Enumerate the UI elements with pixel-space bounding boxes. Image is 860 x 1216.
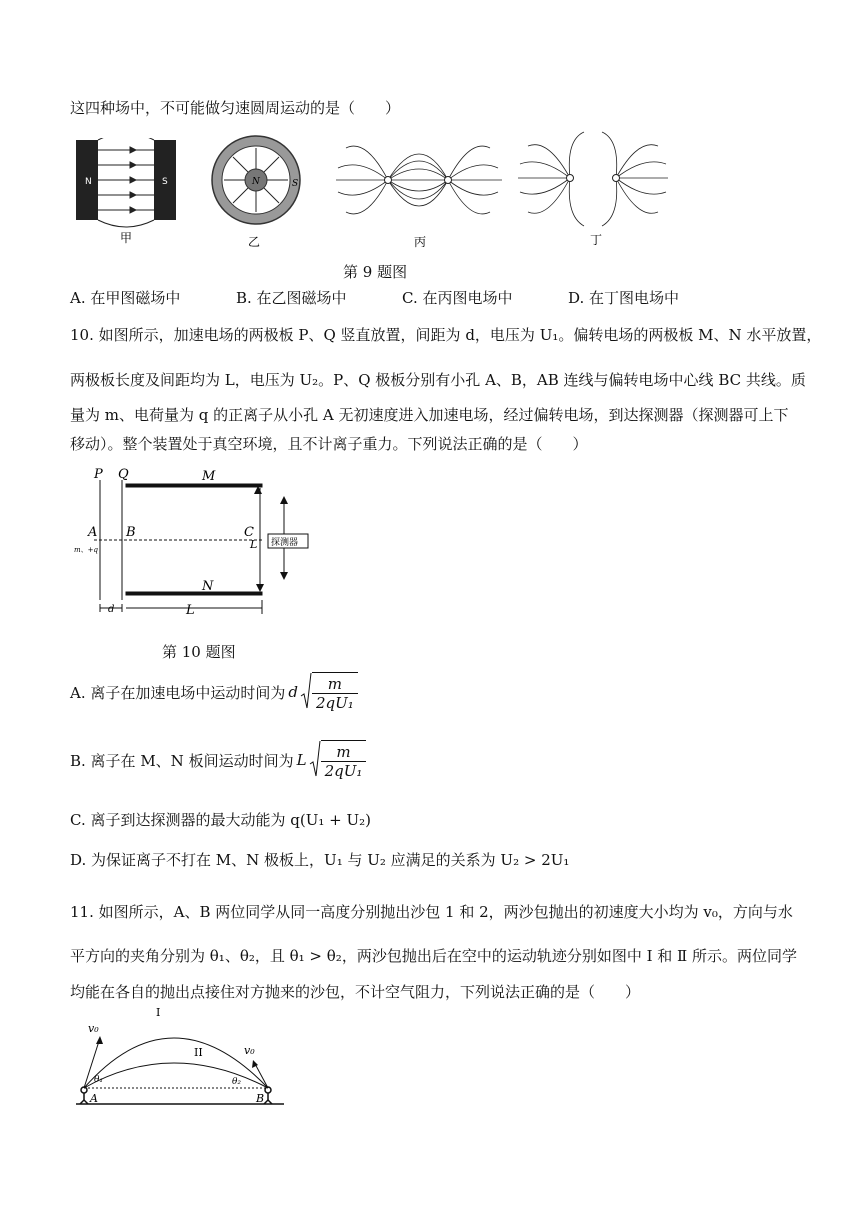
q10-option-c[interactable]: C. 离子到达探测器的最大动能为 q(U₁ + U₂) — [70, 811, 371, 829]
figure-yi — [208, 134, 308, 250]
sqrt-icon — [300, 672, 358, 712]
q10-option-a-frac-num: m — [327, 675, 342, 693]
yi-label: 乙 — [248, 235, 261, 249]
label-C: C — [244, 525, 254, 540]
label-II: II — [194, 1046, 203, 1059]
label-N: N — [202, 579, 214, 594]
q11-stem-line2: 平方向的夹角分别为 θ₁、θ₂，且 θ₁ > θ₂，两沙包抛出后在空中的运动轨迹分别如图中 Ⅰ 和 Ⅱ 所示。两位同学 — [70, 947, 798, 965]
q10-option-b-coef: L — [296, 751, 307, 769]
q11-stem-line3: 均能在各自的抛出点接住对方抛来的沙包，不计空气阻力，下列说法正确的是（ ） — [70, 983, 641, 1001]
figure-jia — [72, 138, 182, 248]
q10-caption: 第 10 题图 — [162, 643, 236, 661]
label-P: P — [94, 467, 103, 482]
q10-option-b-frac-den: 2qU₁ — [321, 761, 367, 780]
q10-option-b-text: B. 离子在 M、N 板间运动时间为 — [70, 751, 294, 770]
q11-stem-line1: 11. 如图所示，A、B 两位同学从同一高度分别抛出沙包 1 和 2，两沙包抛出的初速度大小均为 v₀，方向与水 — [70, 903, 793, 921]
student-a-icon — [80, 1087, 88, 1104]
q10-option-b-frac-num: m — [336, 743, 351, 761]
label-L-right: L — [250, 538, 258, 551]
figure-q11 — [72, 1008, 292, 1108]
q9-option-b[interactable]: B. 在乙图磁场中 — [236, 289, 347, 307]
label-v0-left: v₀ — [88, 1022, 99, 1035]
q9-option-c[interactable]: C. 在丙图电场中 — [402, 289, 513, 307]
yi-S: S — [292, 179, 299, 189]
q10-option-a[interactable] — [70, 672, 358, 712]
jia-label: 甲 — [120, 231, 133, 245]
label-d: d — [108, 604, 115, 615]
label-L-bottom: L — [186, 603, 195, 618]
detector-label: 探测器 — [271, 538, 299, 548]
figure-q10 — [72, 462, 362, 624]
q9-option-a[interactable]: A. 在甲图磁场中 — [70, 289, 181, 307]
q10-stem-line4: 移动）。整个装置处于真空环境，且不计离子重力。下列说法正确的是（ ） — [70, 435, 588, 453]
figure-ding — [518, 130, 668, 254]
q10-option-a-text: A. 离子在加速电场中运动时间为 — [70, 683, 286, 702]
q9-option-d[interactable]: D. 在丁图电场中 — [568, 289, 680, 307]
q9-stem: 这四种场中，不可能做匀速圆周运动的是（ ） — [70, 99, 401, 117]
label-theta2: θ₂ — [232, 1077, 242, 1087]
q10-option-b[interactable] — [70, 740, 366, 780]
q9-options — [70, 287, 790, 309]
ding-label: 丁 — [590, 233, 603, 247]
q10-option-d[interactable]: D. 为保证离子不打在 M、N 极板上，U₁ 与 U₂ 应满足的关系为 U₂ > 2U₁ — [70, 851, 570, 869]
label-A: A — [88, 525, 98, 540]
label-M: M — [202, 469, 216, 484]
student-b-icon — [264, 1087, 272, 1104]
jia-S: S — [162, 177, 168, 187]
q10-option-a-coef: d — [288, 683, 298, 701]
bing-label: 丙 — [414, 235, 427, 249]
label-I: I — [156, 1008, 161, 1019]
q10-stem-line1: 10. 如图所示，加速电场的两极板 P、Q 竖直放置，间距为 d，电压为 U₁。偏转电场的两极板 M、N 水平放置， — [70, 326, 822, 344]
yi-N: N — [252, 177, 260, 187]
label-mq: m、+q — [74, 546, 98, 554]
sqrt-icon — [309, 740, 367, 780]
q10-option-a-frac-den: 2qU₁ — [312, 693, 358, 712]
q10-stem-line2: 两极板长度及间距均为 L，电压为 U₂。P、Q 极板分别有小孔 A、B，AB 连线与偏转电场中心线 BC 共线。质 — [70, 371, 806, 389]
label-theta1: θ₁ — [94, 1075, 104, 1085]
figure-bing — [336, 128, 506, 252]
jia-N: N — [85, 177, 92, 187]
label-B: B — [126, 525, 136, 540]
label-Q: Q — [118, 467, 129, 482]
label-v0-right: v₀ — [244, 1044, 255, 1057]
label-B: B — [256, 1092, 265, 1105]
label-A: A — [90, 1092, 98, 1105]
q10-stem-line3: 量为 m、电荷量为 q 的正离子从小孔 A 无初速度进入加速电场，经过偏转电场，到达探测器（探测器可上下 — [70, 406, 789, 424]
q9-caption: 第 9 题图 — [343, 263, 408, 281]
